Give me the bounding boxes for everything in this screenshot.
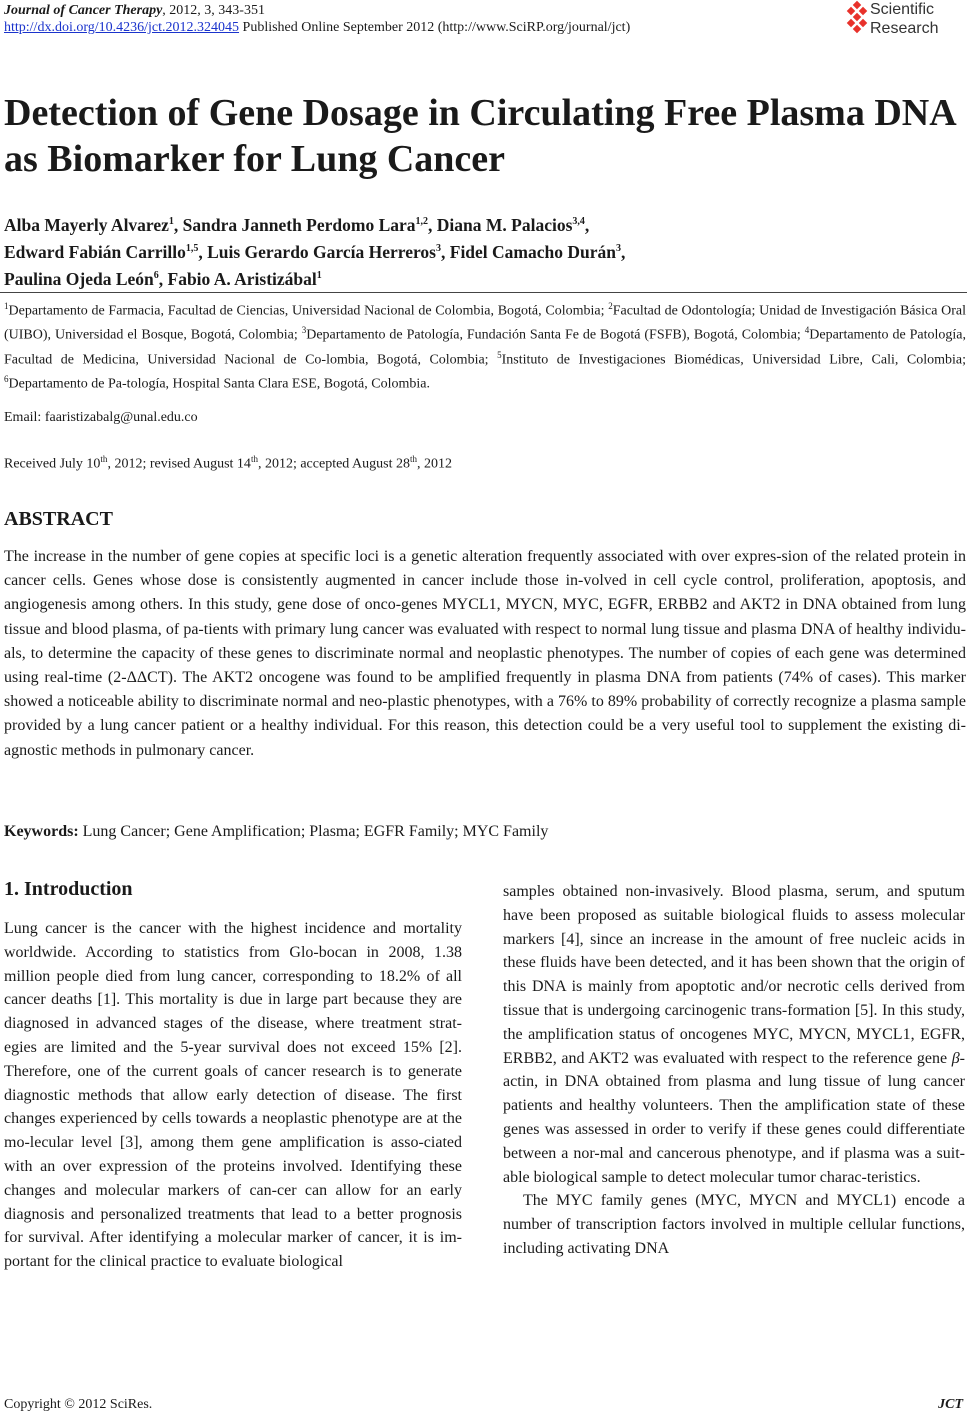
paragraph: samples obtained non-invasively. Blood plasma, serum, and sputum have been proposed as suitable biological fluids to assess molecular markers [4], since an increase in the amount of free nucleic acids in these fluids have been detected, and it has been shown that the origin of this DNA is mainly from apoptotic and/or necrotic cells derived from tissue that is undergoing carcinogenic trans-formation [5]. In this study, the amplification status of oncogenes MYC, MYCN, MYCL1, EGFR, ERBB2, and AKT2 was evaluated with respect to the reference gene β-actin, in DNA obtained from plasma and lung tissue of lung cancer patients and healthy volunteers. Then the amplification state of these genes was assessed in order to verify if these genes could differentiate between a nor-mal and cancerous phenotype, and if plasma was a suit-able biological sample to detect molecular tumor charac-teristics.: [503, 883, 965, 1186]
abstract-heading: ABSTRACT: [4, 508, 113, 530]
affiliations: $^1$Departamento de Farmacia, Facultad de Ciencias, Universidad Nacional de Colombia, Bogotá, Colombia; $^2$Facultad de Odontología; Unidad de Investigación Básica Oral (UIBO), Universidad el Bosque, Bogotá, Colombia; $^3$Departamento de Patología, Fundación Santa Fe de Bogotá (FSFB), Bogotá, Colombia; $^4$Departamento de Patología, Facultad de Medicina, Universidad Nacional de Co-lombia, Bogotá, Colombia; $^5$Instituto de Investigaciones Biomédicas, Universidad Libre, Cali, Colombia; $^6$Departamento de Pa-tología, Hospital Santa Clara ESE, Bogotá, Colombia.: [4, 301, 966, 392]
published-note: Published Online September 2012 (http://www.SciRP.org/journal/jct): [239, 20, 631, 35]
contact-email: Email: faaristizabalg@unal.edu.co: [4, 410, 198, 425]
author-list: Alba Mayerly Alvarez$^1$, Sandra Janneth Perdomo Lara$^{1,2}$, Diana M. Palacios$^{3,4}$, Edward Fabián Carrillo$^{1,5}$, Luis Gerardo García Herreros$^3$, Fidel Camacho Durán$^3$, Paulina Ojeda León$^6$, Fabio A. Aristizábal$^1$: [4, 214, 626, 289]
author: Fidel Camacho Durán: [449, 241, 616, 262]
right-column: [503, 880, 965, 1261]
section-heading-introduction: 1. Introduction: [4, 878, 133, 900]
copyright: Copyright © 2012 SciRes.: [4, 1397, 153, 1412]
author: Diana M. Palacios: [436, 214, 573, 235]
keywords-list: Lung Cancer; Gene Amplification; Plasma; EGFR Family; MYC Family: [78, 823, 549, 840]
abstract-body: The increase in the number of gene copies at specific loci is a genetic alteration frequently associated with over expres-sion of the related protein in cancer cells. Genes whose dose is consistently augmented in cancer include those in-volved in cell cycle control, proliferation, apoptosis, and angiogenesis among others. In this study, gene dose of onco-genes MYCL1, MYCN, MYC, EGFR, ERBB2 and AKT2 in DNA obtained from lung tissue and blood plasma, of pa-tients with primary lung cancer was evaluated with respect to normal lung tissue and plasma DNA of healthy individu-als, to determine the capacity of these genes to discriminate normal and neoplastic phenotypes. The number of copies of each gene was determined using real-time (2-ΔΔCT). The AKT2 oncogene was found to be amplified frequently in plasma DNA from patients (74% of cases). This marker showed a noticeable ability to discriminate normal and neo-plastic phenotypes, with a 76% to 89% probability of correctly recognize a plasma sample provided by a lung cancer patient or a healthy individual. For this reason, this detection could be a very useful tool to supplement the existing di-agnostic methods in pulmonary cancer.: [4, 548, 966, 759]
journal-info: , 2012, 3, 343-351: [162, 3, 265, 18]
author: Sandra Janneth Perdomo Lara: [182, 214, 416, 235]
author: Fabio A. Aristizábal: [167, 268, 317, 289]
keywords-label: Keywords:: [4, 823, 79, 840]
doi-link[interactable]: http://dx.doi.org/10.4236/jct.2012.324045: [4, 20, 240, 35]
journal-name: Journal of Cancer Therapy: [4, 3, 163, 18]
journal-abbrev: JCT: [938, 1397, 963, 1412]
left-column: [4, 917, 462, 1274]
logo-line2: Research: [870, 20, 939, 37]
journal-header: [4, 2, 630, 36]
author: Edward Fabián Carrillo: [4, 241, 186, 262]
paper-title: Detection of Gene Dosage in Circulating Free Plasma DNA as Biomarker for Lung Cancer: [4, 92, 955, 180]
paragraph: The MYC family genes (MYC, MYCN and MYCL1) encode a number of transcription factors involved in multiple cellular functions, including activating DNA: [503, 1192, 965, 1257]
paragraph: Lung cancer is the cancer with the highest incidence and mortality worldwide. According to statistics from Glo-bocan in 2008, 1.38 million people died from lung cancer, corresponding to 18.2% of all cancer deaths [1]. This mortality is due in large part because they are diagnosed in advanced stages of the disease, where treatment strat-egies are limited and the 5-year survival does not exceed 15% [2]. Therefore, one of the current goals of cancer research is to generate diagnostic methods that allow early detection of disease. The first changes experienced by cells towards a neoplastic phenotype are at the mo-lecular level [3], among them gene amplification is asso-ciated with an over expression of the proteins involved. Identifying these changes and molecular markers of can-cer can allow for an early diagnosis and personalized treatments that lead to a better prognosis for survival. After identifying a molecular marker of cancer, it is im-portant for the clinical practice to evaluate biological: [4, 920, 462, 1271]
author: Alba Mayerly Alvarez: [4, 214, 169, 235]
logo-line1: Scientific: [870, 1, 935, 18]
keywords: [4, 822, 548, 842]
author: Paulina Ojeda León: [4, 268, 154, 289]
scientific-research-logo: [848, 0, 966, 44]
received-dates: Received July 10th, 2012; revised August 14th, 2012; accepted August 28th, 2012: [4, 454, 452, 472]
divider: [0, 292, 967, 293]
author: Luis Gerardo García Herreros: [207, 241, 436, 262]
